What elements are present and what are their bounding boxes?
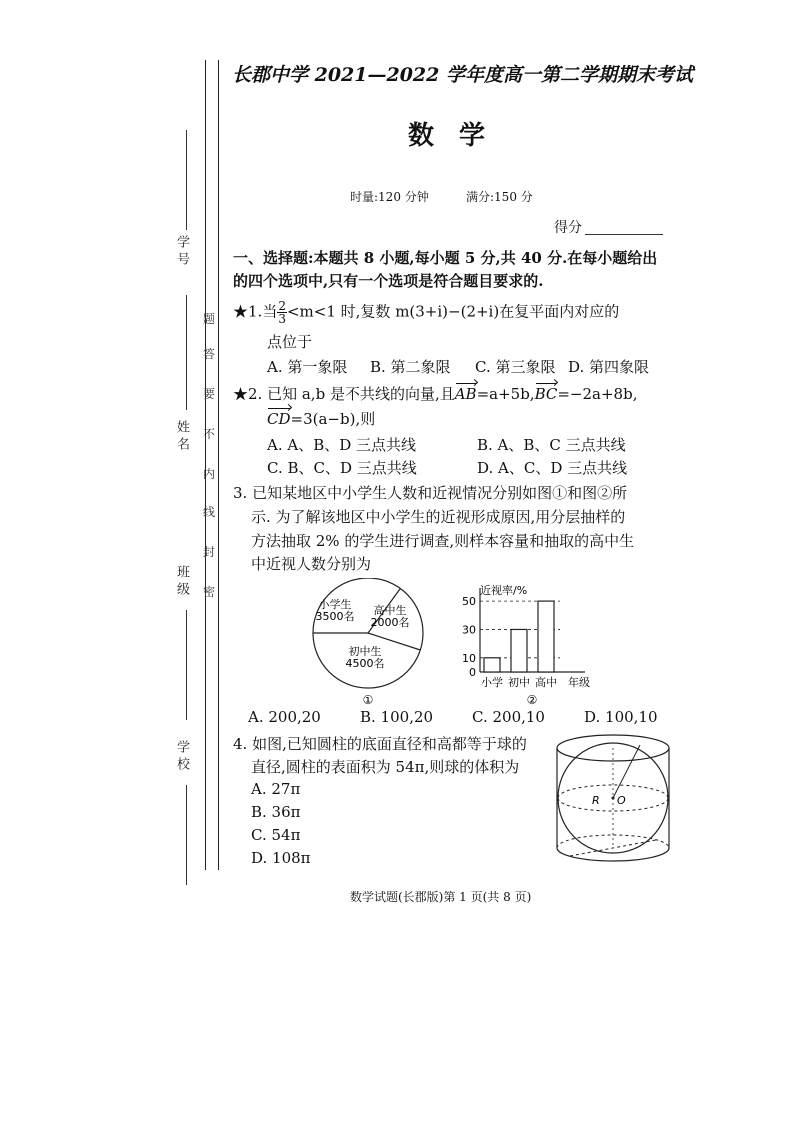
seal-char: 答 <box>203 347 216 361</box>
q3-option-b[interactable]: B. 100,20 <box>360 708 434 726</box>
exam-title: 长郡中学 2021—2022 学年度高一第二学期期末考试 <box>232 64 693 86</box>
q3-line3: 方法抽取 2% 的学生进行调查,则样本容量和抽取的高中生 <box>251 532 635 550</box>
seal-char: 线 <box>203 505 216 519</box>
score-field[interactable] <box>585 234 663 235</box>
vector-ab: AB <box>454 385 477 403</box>
section1-line1: 一、选择题:本题共 8 小题,每小题 5 分,共 40 分.在每小题给出 <box>233 249 658 267</box>
q1-option-c[interactable]: C. 第三象限 <box>475 358 556 376</box>
q4-option-b[interactable]: B. 36π <box>251 803 301 821</box>
q4-line2: 直径,圆柱的表面积为 54π,则球的体积为 <box>251 758 520 776</box>
name-field[interactable] <box>186 295 187 410</box>
y-tick-label: 0 <box>469 666 476 679</box>
seal-char: 要 <box>203 387 216 401</box>
q1-line2: 点位于 <box>267 333 313 351</box>
q2-option-c[interactable]: C. B、C、D 三点共线 <box>267 459 417 477</box>
q3-line4: 中近视人数分别为 <box>251 555 372 573</box>
pie-slice-value: 4500名 <box>345 657 385 670</box>
radius-line <box>613 745 640 798</box>
subject-title: 数 学 <box>408 121 494 151</box>
pie-slice-value: 2000名 <box>370 616 410 629</box>
q3-option-a[interactable]: A. 200,20 <box>248 708 321 726</box>
q1-pre: 当 <box>262 302 278 321</box>
section1-line2: 的四个选项中,只有一个选项是符合题目要求的. <box>233 272 544 290</box>
binding-line-inner <box>218 60 219 870</box>
q4-option-d[interactable]: D. 108π <box>251 849 311 867</box>
cylinder-bottom-front <box>557 848 669 861</box>
q2-line2 <box>267 408 375 429</box>
y-tick-label: 50 <box>462 595 476 609</box>
name-label: 姓 名 <box>174 420 189 451</box>
seal-char: 封 <box>203 545 216 559</box>
label-r: R <box>592 794 600 807</box>
q2-cd-eq: =3(a−b),则 <box>290 410 376 428</box>
q1-option-a[interactable]: A. 第一象限 <box>267 358 348 376</box>
bar <box>538 601 554 672</box>
bar <box>511 629 527 672</box>
q3-option-c[interactable]: C. 200,10 <box>472 708 545 726</box>
q2-pre: 2. 已知 a,b 是不共线的向量,且 <box>248 385 455 403</box>
q2-option-d[interactable]: D. A、C、D 三点共线 <box>477 459 628 477</box>
seal-char: 题 <box>203 312 216 326</box>
seal-char: 密 <box>203 585 216 599</box>
page-footer: 数学试题(长郡版)第 1 页(共 8 页) <box>350 890 532 904</box>
y-tick-label: 10 <box>462 651 476 665</box>
star-icon: ★ <box>233 385 249 403</box>
q4-option-c[interactable]: C. 54π <box>251 826 301 844</box>
q1-fraction <box>277 300 287 325</box>
score-label: 得分 <box>554 220 582 236</box>
q1-frac-num: 2 <box>278 299 286 313</box>
x-tick-label: 初中 <box>508 676 530 689</box>
y-tick-label: 30 <box>462 623 476 637</box>
pie-slice-name: 初中生 <box>348 645 382 658</box>
school-label: 学 校 <box>174 740 189 771</box>
bar-chart <box>452 580 612 708</box>
seal-char: 内 <box>203 467 216 481</box>
student-no-label: 学 号 <box>174 235 189 266</box>
bar-caption: ② <box>526 693 538 707</box>
x-tick-label: 高中 <box>535 676 557 689</box>
student-no-field[interactable] <box>186 130 187 230</box>
class-field[interactable] <box>186 610 187 720</box>
q2-option-a[interactable]: A. A、B、D 三点共线 <box>267 436 417 454</box>
sphere-equator-back <box>558 785 668 798</box>
seal-char: 不 <box>203 427 216 441</box>
pie-slice-name: 高中生 <box>373 604 407 617</box>
star-icon: ★ <box>233 302 249 321</box>
center-point <box>612 797 615 800</box>
q1-frac-den: 3 <box>278 312 286 326</box>
q3-line2: 示. 为了解该地区中小学生的近视形成原因,用分层抽样的 <box>251 508 626 526</box>
exam-full-score: 满分:150 分 <box>466 190 533 204</box>
q1-number: 1. <box>248 302 263 321</box>
pie-caption: ① <box>362 693 374 707</box>
y-axis-label: 近视率/% <box>480 584 528 597</box>
class-label: 班 级 <box>174 565 189 596</box>
q1-option-b[interactable]: B. 第二象限 <box>370 358 451 376</box>
q4-option-a[interactable]: A. 27π <box>251 780 301 798</box>
label-o: O <box>617 794 626 807</box>
exam-time: 时量:120 分钟 <box>350 190 429 204</box>
q3-line1: 3. 已知某地区中小学生人数和近视情况分别如图①和图②所 <box>233 484 628 502</box>
x-tick-label: 小学 <box>481 676 503 689</box>
vector-cd: CD <box>267 410 291 428</box>
q2-ab-eq: =a+5b, <box>476 385 535 403</box>
cylinder-sphere-figure <box>550 728 680 870</box>
school-field[interactable] <box>186 785 187 885</box>
q2-option-b[interactable]: B. A、B、C 三点共线 <box>477 436 626 454</box>
x-axis-label: 年级 <box>568 676 590 689</box>
q2-bc-eq: =−2a+8b, <box>557 385 638 403</box>
q4-line1: 4. 如图,已知圆柱的底面直径和高都等于球的 <box>233 735 527 753</box>
bar <box>484 658 500 672</box>
vector-bc: BC <box>534 385 558 403</box>
q1-post: <m<1 时,复数 m(3+i)−(2+i)在复平面内对应的 <box>286 302 620 321</box>
q1-option-d[interactable]: D. 第四象限 <box>568 358 650 376</box>
q1-line1 <box>233 300 619 325</box>
q3-option-d[interactable]: D. 100,10 <box>584 708 658 726</box>
pie-chart <box>305 578 425 708</box>
pie-slice-value: 3500名 <box>315 610 355 623</box>
pie-slice-name: 小学生 <box>318 598 352 611</box>
q2-line1 <box>233 383 637 404</box>
